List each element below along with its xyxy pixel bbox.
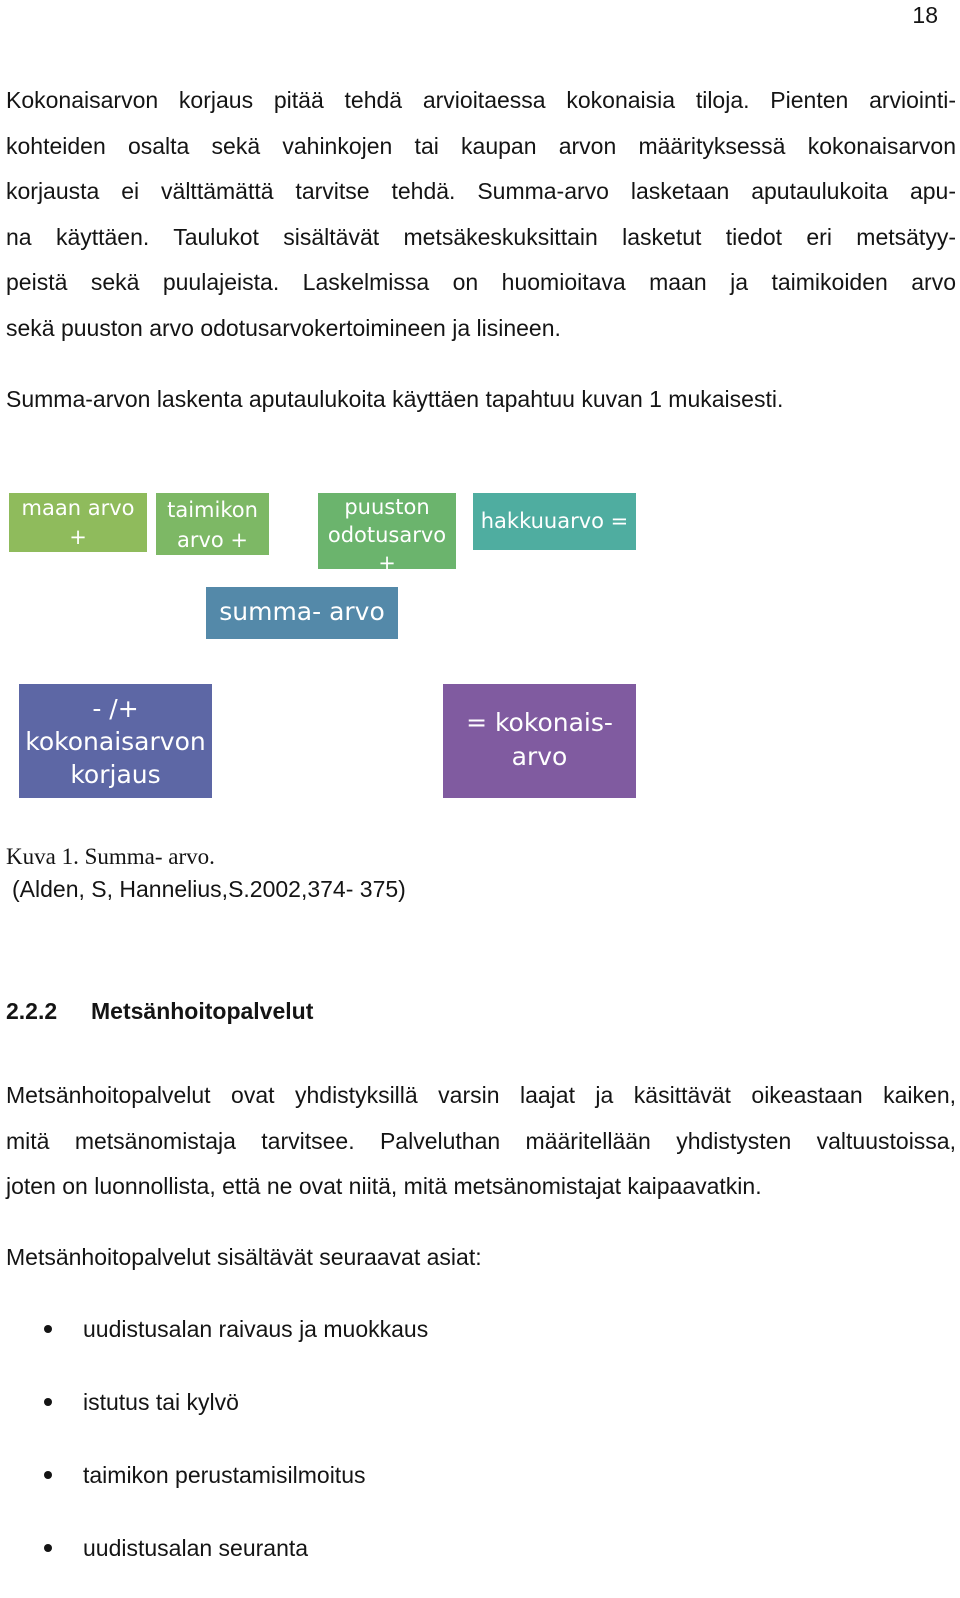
text-line: joten on luonnollista, että ne ovat niitä, mitä metsänomistajat kaipaavatkin. <box>6 1173 762 1199</box>
box-label: hakkuuarvo = <box>480 509 629 533</box>
list-item-text: uudistusalan seuranta <box>83 1535 309 1561</box>
text-line: sekä puuston arvo odotusarvokertoimineen ja lisineen. <box>6 314 561 341</box>
box-label: maan arvo <box>21 496 135 520</box>
list-item-text: uudistusalan raivaus ja muokkaus <box>83 1316 429 1342</box>
box-label: arvo + <box>176 528 249 552</box>
bullet-icon <box>44 1544 52 1552</box>
list-item-text: istutus tai kylvö <box>83 1389 239 1415</box>
figure-intro-text: Summa-arvon laskenta aputaulukoita käyttäen tapahtuu kuvan 1 mukaisesti. <box>6 386 784 412</box>
box-label: odotusarvo <box>327 523 447 547</box>
text-line: peistä sekä puulajeista. Laskelmissa on huomioitava maan ja taimikoiden arvo <box>6 269 956 295</box>
box-label: korjaus <box>70 760 161 789</box>
taimikon-arvo-box <box>156 493 269 555</box>
bullet-icon <box>44 1325 52 1333</box>
section-heading <box>6 997 313 1025</box>
bullet-icon <box>44 1398 52 1406</box>
figure-caption: Kuva 1. Summa- arvo. <box>6 844 215 869</box>
box-label: kokonaisarvon <box>25 727 206 756</box>
text-line: korjausta ei välttämättä tarvitse tehdä. Summa-arvo lasketaan aputaulukoita apu- <box>6 178 956 204</box>
intro-paragraph <box>6 78 956 351</box>
bullet-icon <box>44 1471 52 1479</box>
page-number: 18 <box>912 2 938 28</box>
services-paragraph <box>6 1073 956 1210</box>
box-label: puuston <box>344 495 430 519</box>
kokonaisarvon-korjaus-box <box>19 684 212 798</box>
text-line: kohteiden osalta sekä vahinkojen tai kaupan arvon määrityksessä kokonaisarvon <box>6 132 956 159</box>
maan-arvo-box <box>9 493 147 552</box>
text-line: mitä metsänomistaja tarvitsee. Palveluthan määritellään yhdistysten valtuustoissa, <box>6 1127 956 1154</box>
box-label: arvo <box>511 742 568 771</box>
list-item-text: taimikon perustamisilmoitus <box>83 1462 366 1488</box>
kokonaisarvo-box <box>443 684 636 798</box>
box-label: summa- arvo <box>219 597 385 626</box>
box-label: = kokonais- <box>466 708 613 737</box>
section-title: Metsänhoitopalvelut <box>91 998 314 1024</box>
box-label: + <box>69 525 87 549</box>
list-intro-text: Metsänhoitopalvelut sisältävät seuraavat asiat: <box>6 1244 482 1270</box>
text-line: na käyttäen. Taulukot sisältävät metsäkeskuksittain lasketut tiedot eri metsätyy- <box>6 223 956 250</box>
text-line: Kokonaisarvon korjaus pitää tehdä arvioitaessa kokonaisia tiloja. Pienten arviointi- <box>6 87 956 113</box>
box-label: + <box>378 551 396 569</box>
box-label: - /+ <box>92 694 139 723</box>
text-line: Metsänhoitopalvelut ovat yhdistyksillä varsin laajat ja käsittävät oikeastaan kaiken, <box>6 1082 956 1108</box>
puuston-odotusarvo-box <box>318 493 456 569</box>
summa-arvo-box <box>206 587 398 639</box>
section-number: 2.2.2 <box>6 998 58 1024</box>
box-label: taimikon <box>167 498 258 522</box>
figure-source: (Alden, S, Hannelius,S.2002,374- 375) <box>12 876 406 902</box>
hakkuuarvo-box <box>473 493 636 550</box>
